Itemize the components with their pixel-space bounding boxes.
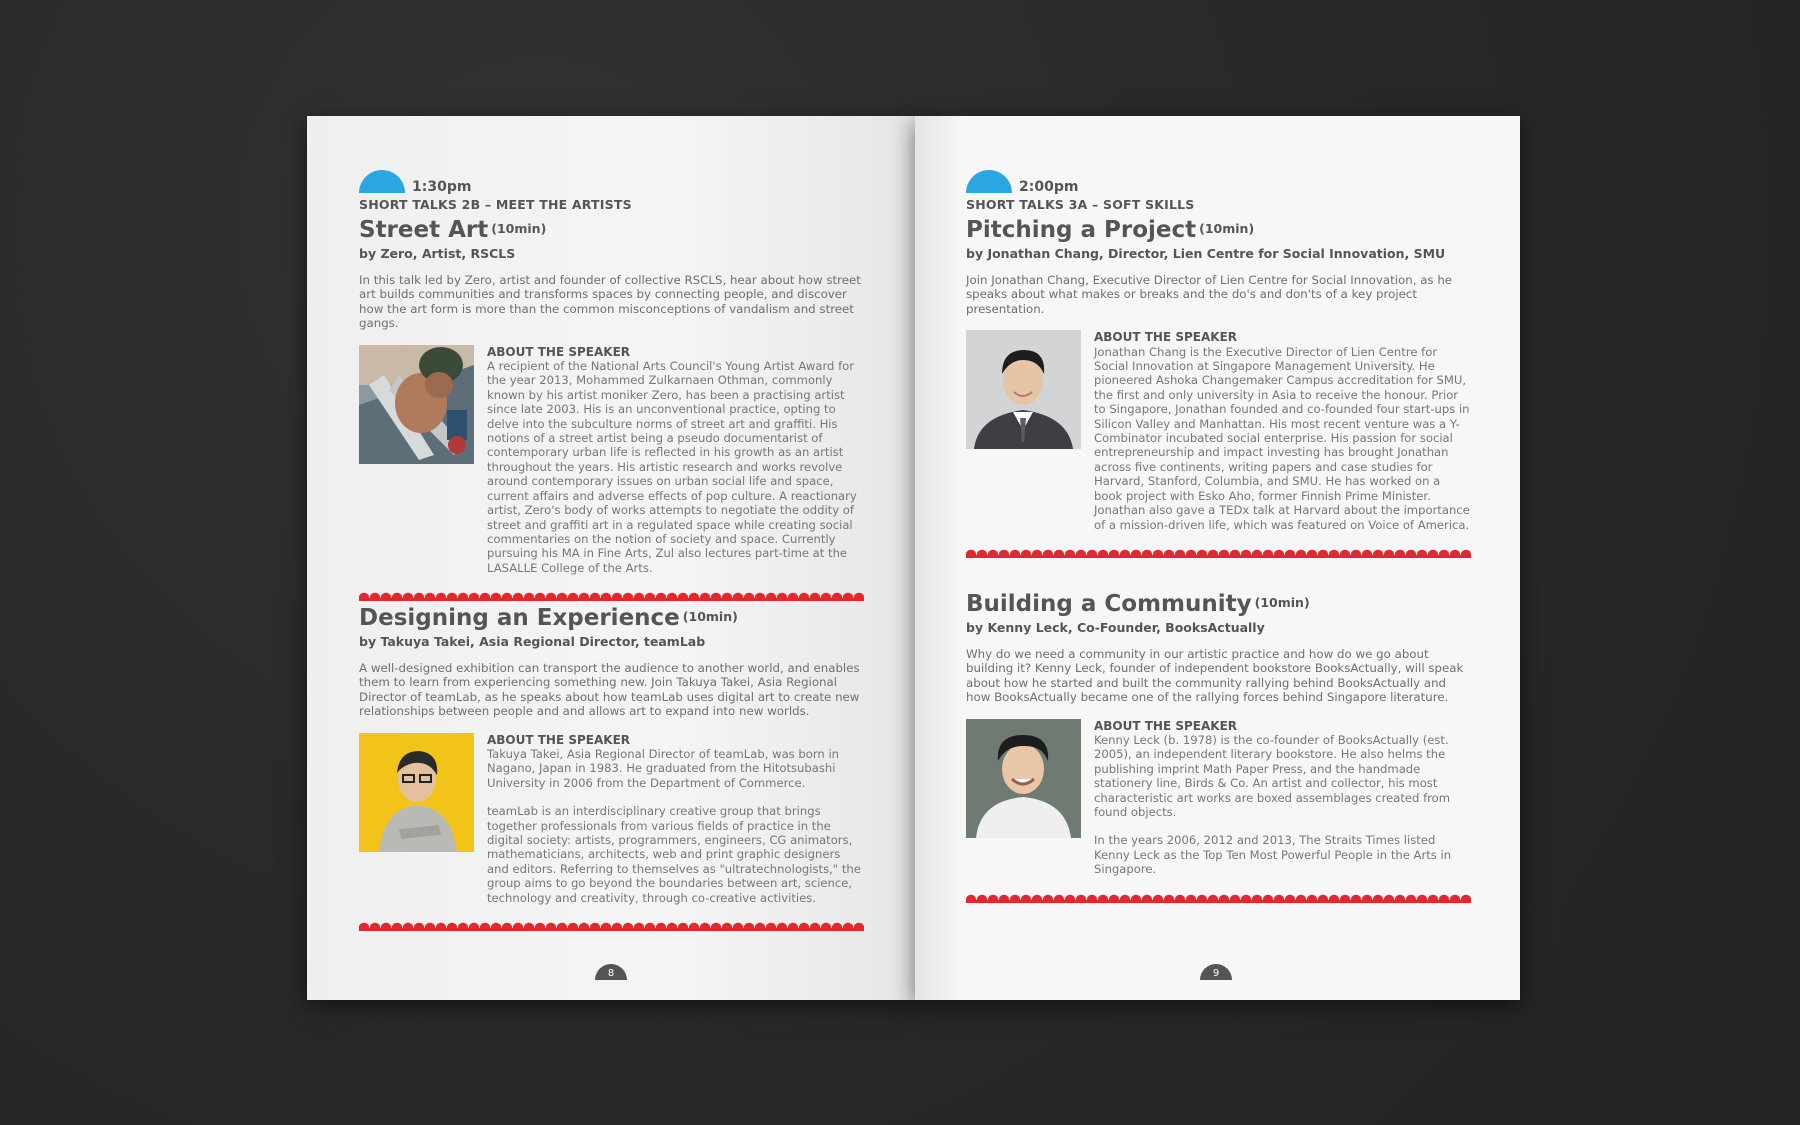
scalloped-divider xyxy=(966,546,1471,558)
session-designing-experience xyxy=(359,600,864,931)
talk-duration: (10min) xyxy=(1199,221,1255,236)
speaker-bio xyxy=(1094,719,1471,877)
about-speaker-heading: ABOUT THE SPEAKER xyxy=(1094,330,1238,345)
talk-byline: by Takuya Takei, Asia Regional Director, teamLab xyxy=(359,634,706,649)
speaker-block xyxy=(359,345,864,576)
session-building-community xyxy=(966,586,1471,903)
speaker-bio xyxy=(487,345,864,576)
right-page xyxy=(915,116,1520,1000)
session-category: SHORT TALKS 3A – SOFT SKILLS xyxy=(966,197,1195,212)
page-number: 8 xyxy=(595,964,627,980)
talk-title-text: Building a Community xyxy=(966,591,1252,617)
speaker-block xyxy=(359,733,864,905)
session-time: 2:00pm xyxy=(1019,179,1079,195)
scalloped-divider xyxy=(359,919,864,931)
time-header xyxy=(966,170,1471,194)
talk-duration: (10min) xyxy=(491,221,547,236)
bio-paragraph: In the years 2006, 2012 and 2013, The Straits Times listed Kenny Leck as the Top Ten Most Powerful People in the Arts in Singapore. xyxy=(1094,833,1452,877)
talk-duration: (10min) xyxy=(682,609,738,624)
talk-title xyxy=(359,604,864,632)
bio-paragraph: teamLab is an interdisciplinary creative group that brings together professionals from various fields of practice in the digital society: artists, programmers, engineers, CG animators, mathematicians, architects, web and print graphic designers and editors. Referring to themselves as "ultratechnologists," the group aims to go beyond the boundaries between art, science, technology and creativity, through co-creative activities. xyxy=(487,804,861,905)
talk-intro: In this talk led by Zero, artist and founder of collective RSCLS, hear about how street art builds communities and transforms spaces by connecting people, and discover how the art form is more than the common misconceptions of vandalism and street gangs. xyxy=(359,273,861,331)
left-page xyxy=(307,116,915,1000)
session-time: 1:30pm xyxy=(412,179,472,195)
speaker-photo-jonathan xyxy=(966,330,1081,449)
speaker-block xyxy=(966,330,1471,532)
talk-title-text: Pitching a Project xyxy=(966,217,1197,243)
talk-title xyxy=(966,590,1471,618)
about-speaker-heading: ABOUT THE SPEAKER xyxy=(487,344,631,359)
talk-duration: (10min) xyxy=(1254,595,1310,610)
talk-intro: Why do we need a community in our artistic practice and how do we go about building it? Kenny Leck, founder of independent bookstore BooksActually, will speak about how he started and built the community rallying behind BooksActually and how BooksActually became one of the rallying forces behind Singapore literature. xyxy=(966,647,1464,705)
bio-paragraph: A recipient of the National Arts Council's Young Artist Award for the year 2013, Mohammed Zulkarnaen Othman, commonly known by his artist moniker Zero, has been a practising artist since late 2003. His is an unconventional practice, opting to delve into the subculture norms of street art and graffiti. His notions of a street artist being a pseudo documentarist of contemporary urban life is reflected in his growth as an artist throughout the years. His artistic research and works revolve around contemporary issues on urban social life and space, current affairs and adverse effects of pop culture. A reactionary artist, Zero's body of works attempts to negotiate the oddity of street and graffiti art in a regulated space while creating social commentaries on the notion of society and space. Currently pursuing his MA in Fine Arts, Zul also lectures part-time at the LASALLE College of the Arts. xyxy=(487,359,857,575)
bio-paragraph: Kenny Leck (b. 1978) is the co-founder of BooksActually (est. 2005), an independent literary bookstore. He also helms the publishing imprint Math Paper Press, and the handmade stationery line, Birds & Co. An artist and collector, his most characteristic art works are boxed assemblages created from found objects. xyxy=(1094,733,1451,820)
speaker-block xyxy=(966,719,1471,877)
talk-title-text: Street Art xyxy=(359,217,489,243)
talk-title-text: Designing an Experience xyxy=(359,605,680,631)
speaker-photo-kenny xyxy=(966,719,1081,838)
about-speaker-heading: ABOUT THE SPEAKER xyxy=(1094,718,1238,733)
session-pitching-project xyxy=(966,170,1471,558)
bio-paragraph: Takuya Takei, Asia Regional Director of teamLab, was born in Nagano, Japan in 1983. He graduated from the Hitotsubashi University in 2006 from the Department of Commerce. xyxy=(487,747,840,790)
talk-byline: by Kenny Leck, Co-Founder, BooksActually xyxy=(966,620,1265,635)
session-street-art xyxy=(359,170,864,601)
bio-paragraph: Jonathan Chang is the Executive Director of Lien Centre for Social Innovation at Singapore Management University. He pioneered Ashoka Changemaker Campus accreditation for SMU, the first and only university in Asia to receive the honour. Prior to Singapore, Jonathan founded and co-founded four start-ups in Silicon Valley and Manhattan. His most recent venture was a Y-Combinator incubated social enterprise. His passion for social entrepreneurship and impact investing has brought Jonathan across five continents, writing papers and case studies for Harvard, Stanford, Columbia, and SMU. He has worked on a book project with Esko Aho, former Finnish Prime Minister. Jonathan also gave a TEDx talk at Harvard about the importance of a mission-driven life, which was featured on Voice of America. xyxy=(1094,344,1470,532)
talk-byline: by Jonathan Chang, Director, Lien Centre for Social Innovation, SMU xyxy=(966,246,1446,261)
page-number: 9 xyxy=(1200,964,1232,980)
session-category: SHORT TALKS 2B – MEET THE ARTISTS xyxy=(359,197,632,212)
speaker-bio xyxy=(1094,330,1471,532)
talk-byline: by Zero, Artist, RSCLS xyxy=(359,246,516,261)
speaker-bio xyxy=(487,733,864,905)
speaker-photo-takuya xyxy=(359,733,474,852)
about-speaker-heading: ABOUT THE SPEAKER xyxy=(487,732,631,747)
scalloped-divider xyxy=(966,891,1471,903)
time-marker-icon xyxy=(359,170,405,193)
talk-title xyxy=(966,216,1471,244)
talk-intro: A well-designed exhibition can transport the audience to another world, and enables them to learn from experiencing something new. Join Takuya Takei, Asia Regional Director of teamLab, as he speaks about how teamLab uses digital art to create new relationships between people and and allows art to expand into new worlds. xyxy=(359,661,860,719)
talk-intro: Join Jonathan Chang, Executive Director of Lien Centre for Social Innovation, as he speaks about what makes or breaks and the do's and don'ts of a key project presentation. xyxy=(966,273,1453,316)
time-marker-icon xyxy=(966,170,1012,193)
time-header xyxy=(359,170,864,194)
talk-title xyxy=(359,216,864,244)
speaker-photo-zero xyxy=(359,345,474,464)
